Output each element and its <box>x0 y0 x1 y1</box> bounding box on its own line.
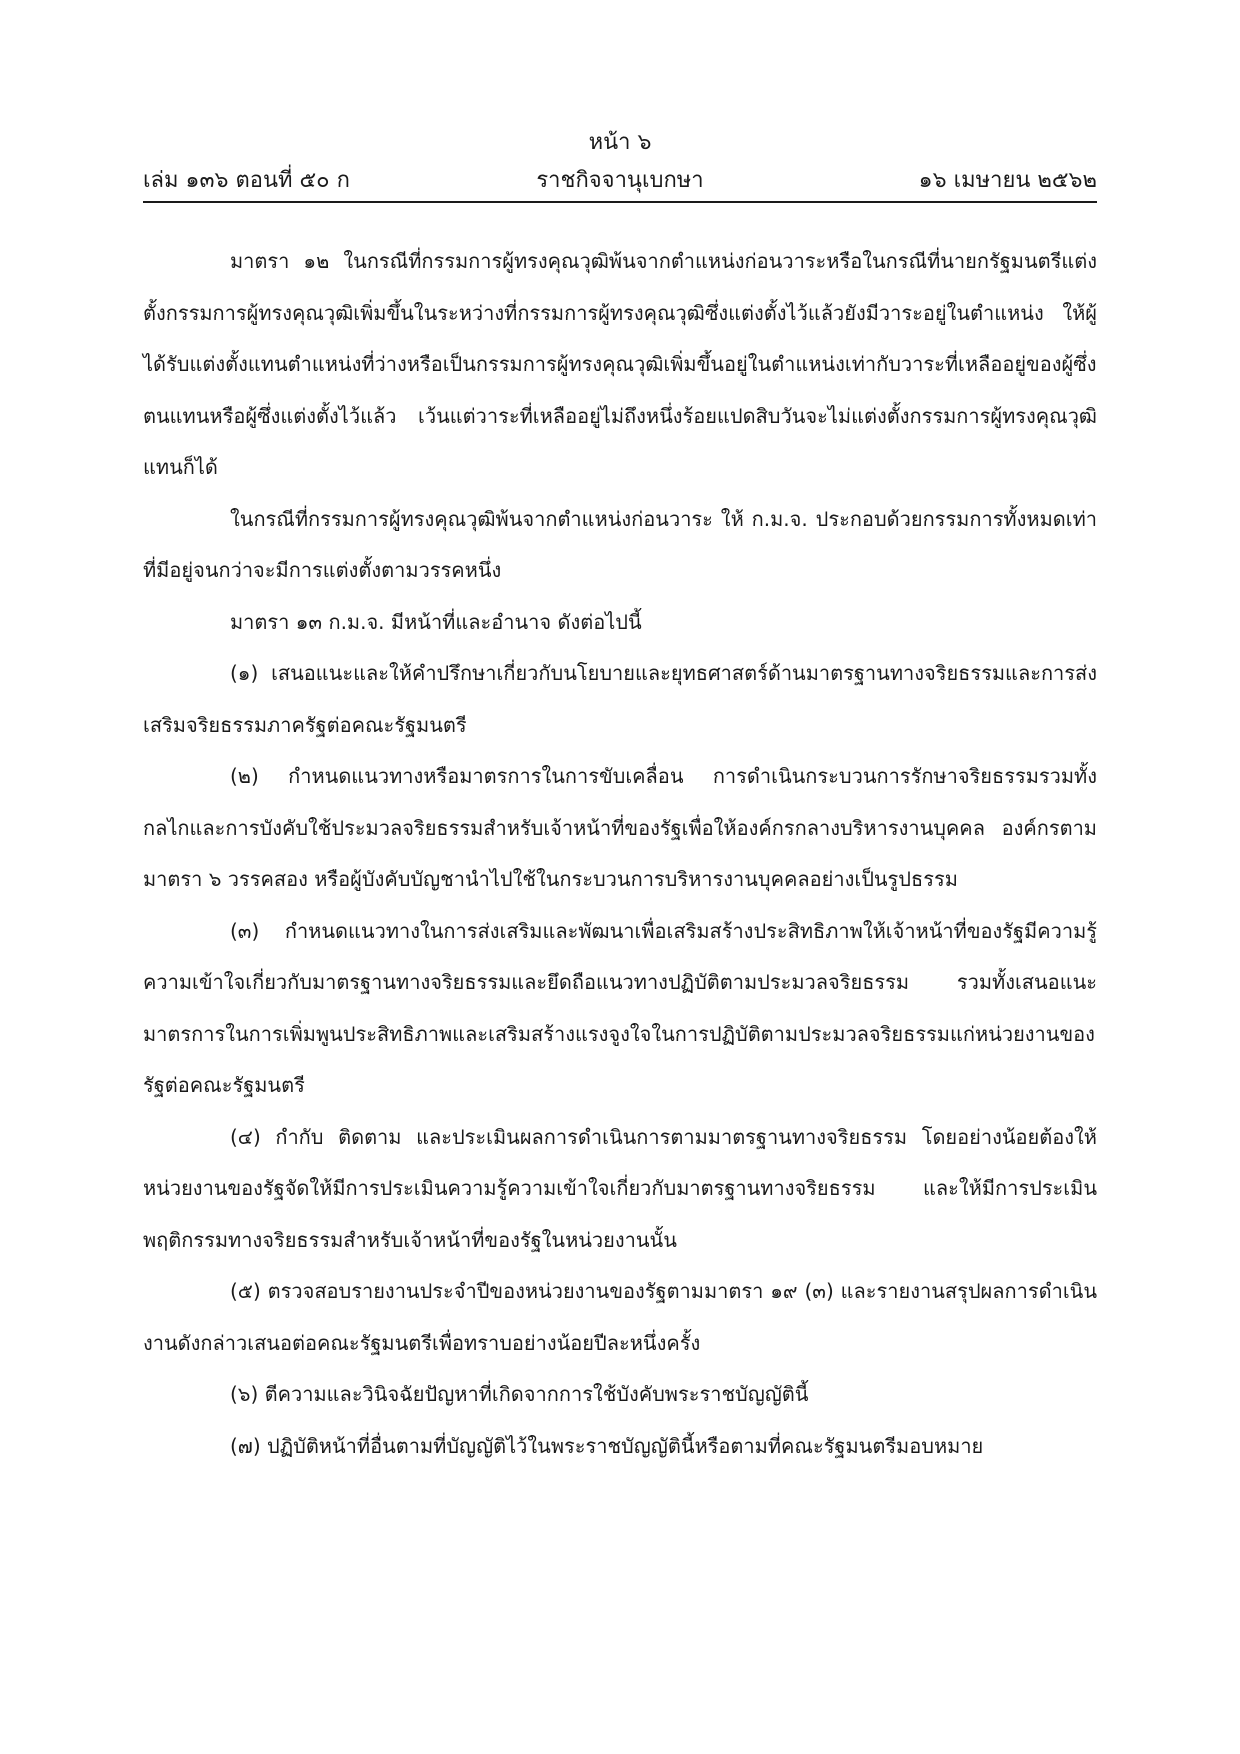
section-12-paragraph-2: ในกรณีที่กรรมการผู้ทรงคุณวุฒิพ้นจากตำแหน่งก่อนวาระ ให้ ก.ม.จ. ประกอบด้วยกรรมการทั้งหมดเท่าที่มีอยู่จนกว่าจะมีการแต่งตั้งตามวรรคหนึ่ง <box>143 506 1097 582</box>
header-divider <box>143 201 1097 203</box>
gazette-header <box>143 164 1097 198</box>
section-13-item-1: (๑) เสนอแนะและให้คำปรึกษาเกี่ยวกับนโยบายและยุทธศาสตร์ด้านมาตรฐานทางจริยธรรมและการส่งเสริมจริยธรรมภาครัฐต่อคณะรัฐมนตรี <box>143 661 1097 737</box>
volume-issue: เล่ม ๑๓๖ ตอนที่ ๕๐ ก <box>143 168 350 193</box>
page-number: หน้า ๖ <box>588 130 652 155</box>
section-13-heading: มาตรา ๑๓ ก.ม.จ. มีหน้าที่และอำนาจ ดังต่อไปนี้ <box>230 609 642 634</box>
document-body <box>143 236 1097 1472</box>
section-12-paragraph: มาตรา ๑๒ ในกรณีที่กรรมการผู้ทรงคุณวุฒิพ้นจากตำแหน่งก่อนวาระหรือในกรณีที่นายกรัฐมนตรีแต่งตั้งกรรมการผู้ทรงคุณวุฒิเพิ่มขึ้นในระหว่างที่กรรมการผู้ทรงคุณวุฒิซึ่งแต่งตั้งไว้แล้วยังมีวาระอยู่ในตำแหน่ง ให้ผู้ได้รับแต่งตั้งแทนตำแหน่งที่ว่างหรือเป็นกรรมการผู้ทรงคุณวุฒิเพิ่มขึ้นอยู่ในตำแหน่งเท่ากับวาระที่เหลืออยู่ของผู้ซึ่งตนแทนหรือผู้ซึ่งแต่งตั้งไว้แล้ว เว้นแต่วาระที่เหลืออยู่ไม่ถึงหนึ่งร้อยแปดสิบวันจะไม่แต่งตั้งกรรมการผู้ทรงคุณวุฒิแทนก็ได้ <box>143 249 1097 479</box>
section-13-item-2: (๒) กำหนดแนวทางหรือมาตรการในการขับเคลื่อน การดำเนินกระบวนการรักษาจริยธรรมรวมทั้งกลไกและการบังคับใช้ประมวลจริยธรรมสำหรับเจ้าหน้าที่ของรัฐเพื่อให้องค์กรกลางบริหารงานบุคคล องค์กรตามมาตรา ๖ วรรคสอง หรือผู้บังคับบัญชานำไปใช้ในกระบวนการบริหารงานบุคคลอย่างเป็นรูปธรรม <box>143 764 1097 891</box>
section-13-item-3: (๓) กำหนดแนวทางในการส่งเสริมและพัฒนาเพื่อเสริมสร้างประสิทธิภาพให้เจ้าหน้าที่ของรัฐมีความรู้ความเข้าใจเกี่ยวกับมาตรฐานทางจริยธรรมและยึดถือแนวทางปฏิบัติตามประมวลจริยธรรม รวมทั้งเสนอแนะมาตรการในการเพิ่มพูนประสิทธิภาพและเสริมสร้างแรงจูงใจในการปฏิบัติตามประมวลจริยธรรมแก่หน่วยงานของรัฐต่อคณะรัฐมนตรี <box>143 918 1097 1097</box>
section-13-item-7: (๗) ปฏิบัติหน้าที่อื่นตามที่บัญญัติไว้ในพระราชบัญญัตินี้หรือตามที่คณะรัฐมนตรีมอบหมาย <box>230 1433 984 1458</box>
section-13-item-5: (๕) ตรวจสอบรายงานประจำปีของหน่วยงานของรัฐตามมาตรา ๑๙ (๓) และรายงานสรุปผลการดำเนินงานดังกล่าวเสนอต่อคณะรัฐมนตรีเพื่อทราบอย่างน้อยปีละหนึ่งครั้ง <box>143 1279 1097 1355</box>
publication-date: ๑๖ เมษายน ๒๕๖๒ <box>918 168 1097 193</box>
publication-title: ราชกิจจานุเบกษา <box>536 168 704 193</box>
section-13-item-6: (๖) ตีความและวินิจฉัยปัญหาที่เกิดจากการใช้บังคับพระราชบัญญัตินี้ <box>230 1382 809 1406</box>
section-13-item-4: (๔) กำกับ ติดตาม และประเมินผลการดำเนินการตามมาตรฐานทางจริยธรรม โดยอย่างน้อยต้องให้หน่วยงานของรัฐจัดให้มีการประเมินความรู้ความเข้าใจเกี่ยวกับมาตรฐานทางจริยธรรม และให้มีการประเมินพฤติกรรมทางจริยธรรมสำหรับเจ้าหน้าที่ของรัฐในหน่วยงานนั้น <box>143 1124 1097 1252</box>
